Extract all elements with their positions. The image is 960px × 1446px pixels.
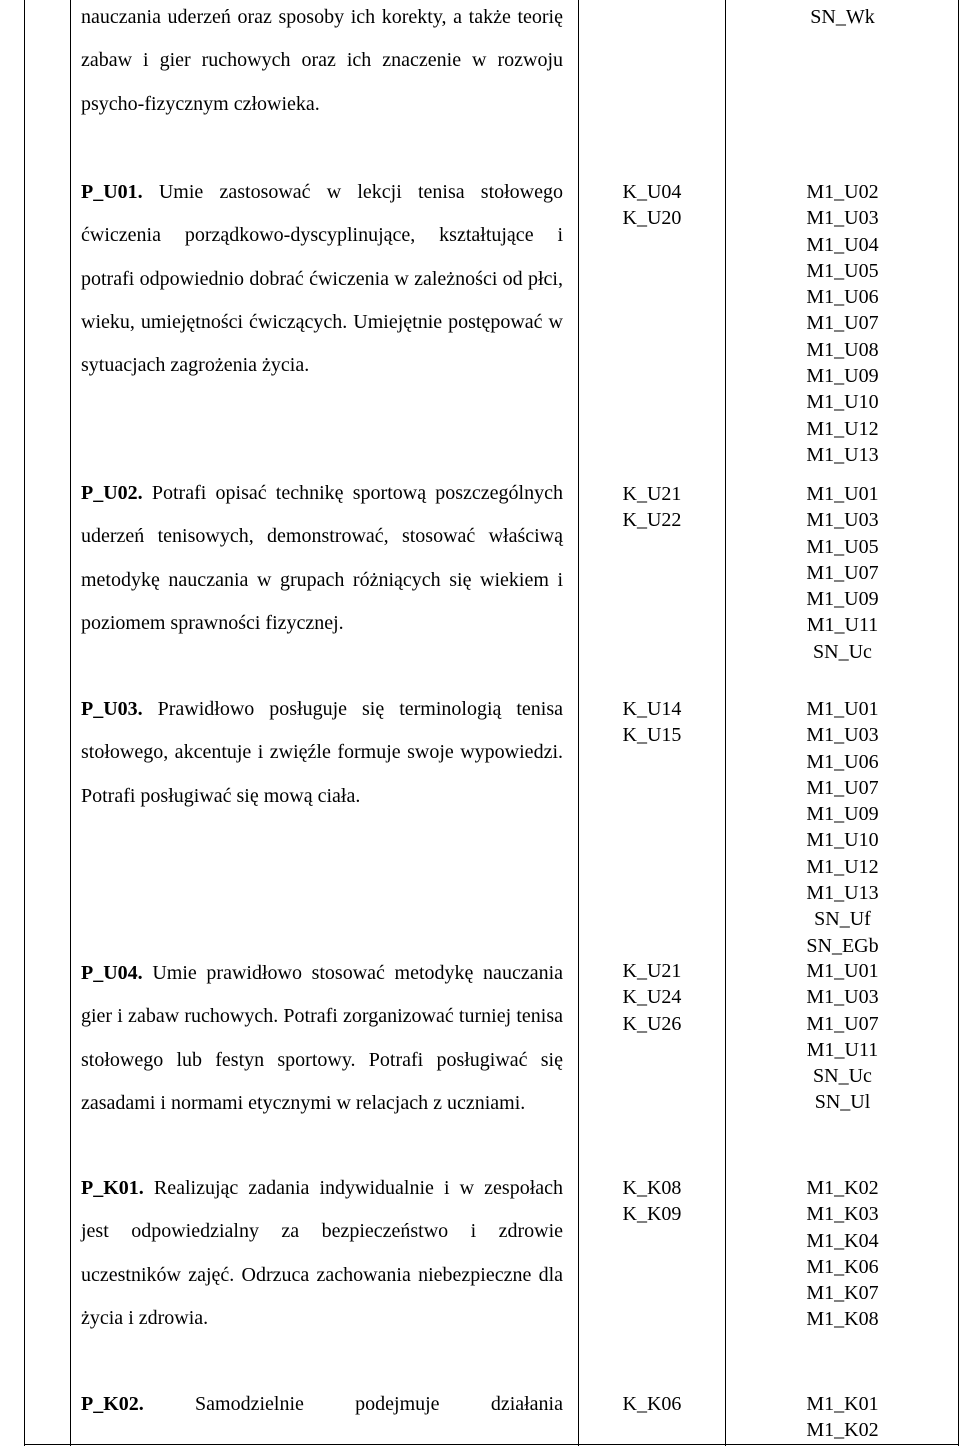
table-row-description <box>81 472 563 645</box>
outcome-code: P_U03. <box>81 698 143 720</box>
table-row-effects <box>592 179 712 232</box>
table-row-refs <box>725 696 960 959</box>
outcome-code: P_K01. <box>81 1177 144 1199</box>
ref-code: SN_Uc <box>813 640 872 663</box>
table-row-description <box>81 171 563 387</box>
ref-code: M1_U09 <box>806 588 879 611</box>
description-text: Potrafi opisać technikę sportową poszczególnych uderzeń tenisowych, demonstrować, stosować właściwą metodykę nauczania w grupach różniących się wiekiem i poziomem sprawności fizycznej. <box>81 482 563 634</box>
effect-code: K_K06 <box>622 1393 682 1415</box>
ref-code: M1_U13 <box>806 882 879 905</box>
ref-code: M1_U11 <box>806 1038 879 1061</box>
ref-code: M1_U05 <box>806 535 879 558</box>
ref-code: M1_K07 <box>806 1282 879 1305</box>
description-text: Umie zastosować w lekcji tenisa stołowego ćwiczenia porządkowo-dyscyplinujące, kształtujące i potrafi odpowiednio dobrać ćwiczenia w zależności od płci, wieku, umiejętności ćwiczących. Umiejętnie postępować w sytuacjach zagrożenia życia. <box>81 181 563 377</box>
ref-code: M1_K03 <box>806 1203 879 1226</box>
ref-code: M1_U01 <box>806 698 879 720</box>
ref-code: M1_K01 <box>806 1393 879 1415</box>
table-row-description <box>81 1383 563 1426</box>
ref-code: M1_U09 <box>806 803 879 826</box>
table-row-effects <box>592 696 712 749</box>
ref-code: M1_U10 <box>806 391 879 414</box>
ref-code: M1_U02 <box>806 181 879 203</box>
ref-code: M1_K02 <box>806 1419 879 1442</box>
ref-code: M1_U01 <box>806 483 879 505</box>
ref-code: M1_K06 <box>806 1255 879 1278</box>
ref-code: M1_U12 <box>806 855 879 878</box>
table-row-description <box>81 952 563 1125</box>
table-row-refs <box>725 4 960 30</box>
ref-code: M1_U06 <box>806 286 879 309</box>
description-text: Samodzielnie podejmuje działania <box>195 1393 563 1415</box>
table-row-effects <box>592 481 712 534</box>
ref-code: SN_Uc <box>813 1065 872 1088</box>
ref-code: M1_K04 <box>806 1229 879 1252</box>
effect-code: K_U15 <box>622 724 682 747</box>
ref-code: SN_Uf <box>814 908 871 931</box>
table-row-description <box>81 688 563 818</box>
table-row-refs <box>725 179 960 468</box>
outcome-code: P_U02. <box>81 482 143 504</box>
table-row-description <box>81 1167 563 1340</box>
ref-code: SN_Ul <box>814 1091 871 1114</box>
table-row-refs <box>725 958 960 1116</box>
ref-code: M1_U03 <box>806 986 879 1009</box>
effect-code: K_U26 <box>622 1012 682 1035</box>
table-column-divider <box>578 0 579 1446</box>
table-row-refs <box>725 481 960 665</box>
ref-code: M1_U01 <box>806 960 879 982</box>
table-row-refs <box>725 1175 960 1333</box>
ref-code: M1_U12 <box>806 417 879 440</box>
ref-code: M1_U03 <box>806 724 879 747</box>
ref-code: M1_U06 <box>806 750 879 773</box>
ref-code: M1_K08 <box>806 1308 879 1331</box>
effect-code: K_U21 <box>622 483 682 505</box>
effect-code: K_U14 <box>622 698 682 720</box>
table-row-description <box>81 0 563 126</box>
description-text: nauczania uderzeń oraz sposoby ich korekty, a także teorię zabaw i gier ruchowych oraz ich znaczenie w rozwoju psycho-fizycznym człowieka. <box>81 6 563 115</box>
table-row-effects <box>592 1391 712 1417</box>
ref-code: M1_U09 <box>806 365 879 388</box>
description-text: Umie prawidłowo stosować metodykę nauczania gier i zabaw ruchowych. Potrafi zorganizować turniej tenisa stołowego lub festyn sportowy. Potrafi posługiwać się zasadami i normami etycznymi w relacjach z uczniami. <box>81 962 564 1114</box>
ref-code: SN_Wk <box>810 6 875 28</box>
table-row-effects <box>592 958 712 1037</box>
ref-code: M1_U07 <box>806 312 879 335</box>
ref-code: SN_EGb <box>806 934 879 957</box>
ref-code: M1_U04 <box>806 233 879 256</box>
outcome-code: P_K02. <box>81 1393 144 1415</box>
ref-code: M1_U13 <box>806 443 879 466</box>
ref-code: M1_U05 <box>806 259 879 282</box>
effect-code: K_U04 <box>622 181 682 203</box>
effect-code: K_K08 <box>622 1177 682 1199</box>
table-border-bottom <box>24 1444 959 1445</box>
description-text: Prawidłowo posługuje się terminologią tenisa stołowego, akcentuje i zwięźle formuje swoje wypowiedzi. Potrafi posługiwać się mową ciała. <box>81 698 564 807</box>
ref-code: M1_U11 <box>806 614 879 637</box>
table-row-refs <box>725 1391 960 1444</box>
ref-code: M1_U08 <box>806 338 879 361</box>
effect-code: K_K09 <box>622 1203 682 1226</box>
ref-code: M1_U10 <box>806 829 879 852</box>
effect-code: K_U24 <box>622 986 682 1009</box>
ref-code: M1_U07 <box>806 1012 879 1035</box>
ref-code: M1_U07 <box>806 776 879 799</box>
table-border-left <box>24 0 25 1446</box>
ref-code: M1_U07 <box>806 561 879 584</box>
table-row-effects <box>592 1175 712 1228</box>
ref-code: M1_U03 <box>806 509 879 532</box>
outcome-code: P_U04. <box>81 962 143 984</box>
effect-code: K_U22 <box>622 509 682 532</box>
table-column-divider <box>70 0 71 1446</box>
description-text: Realizując zadania indywidualnie i w zespołach jest odpowiedzialny za bezpieczeństwo i zdrowie uczestników zajęć. Odrzuca zachowania niebezpieczne dla życia i zdrowia. <box>81 1177 564 1329</box>
ref-code: M1_K02 <box>806 1177 879 1199</box>
ref-code: M1_U03 <box>806 207 879 230</box>
outcome-code: P_U01. <box>81 181 143 203</box>
effect-code: K_U20 <box>622 207 682 230</box>
effect-code: K_U21 <box>622 960 682 982</box>
